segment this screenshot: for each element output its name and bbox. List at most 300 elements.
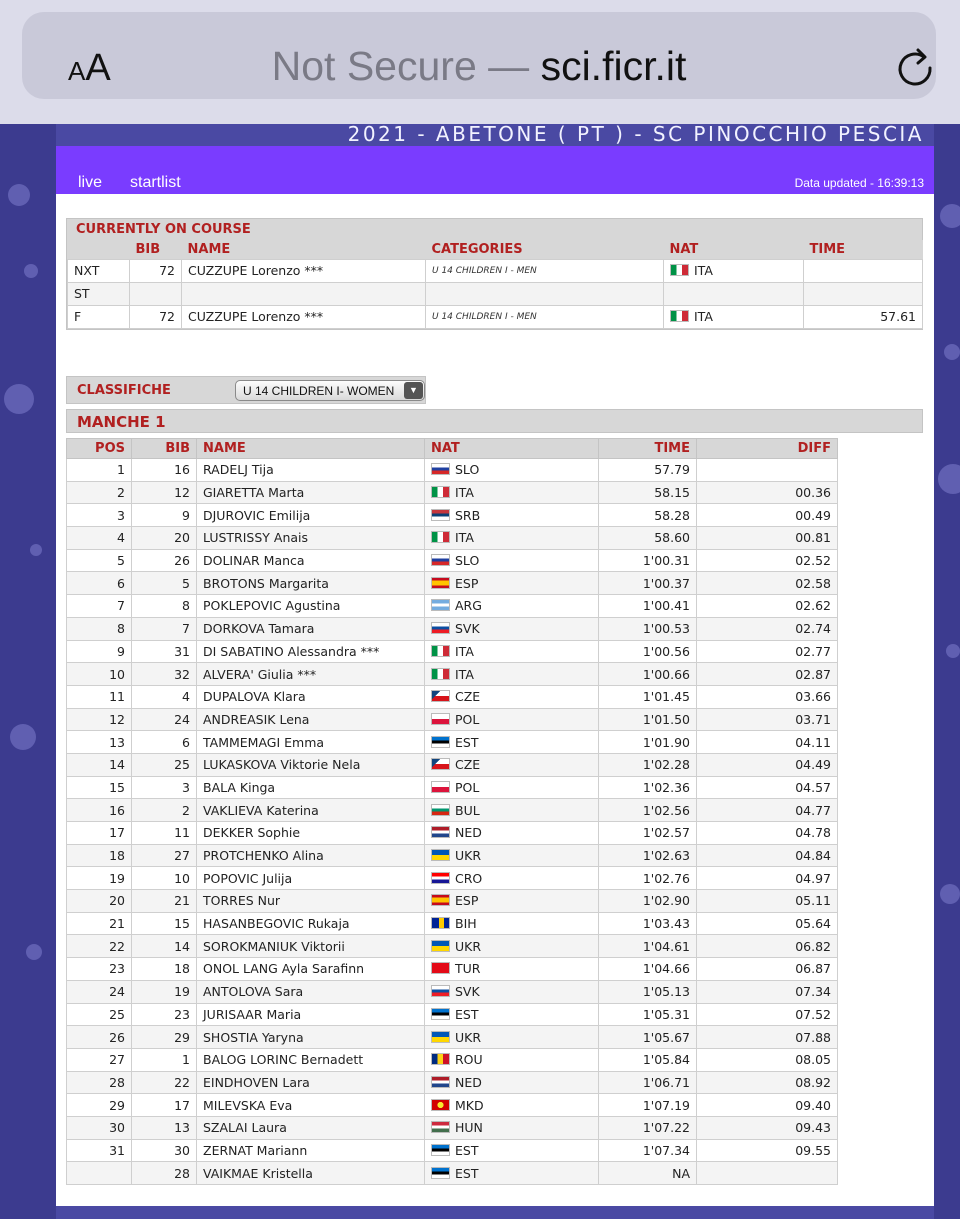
table-row — [67, 980, 838, 1003]
bib-cell: 22 — [132, 1071, 197, 1094]
time-cell: 1'02.56 — [599, 799, 697, 822]
diff-cell: 05.64 — [697, 912, 838, 935]
col-bib: BIB — [132, 439, 197, 459]
flag-cro-icon — [431, 872, 450, 884]
table-row — [67, 1026, 838, 1049]
course-name: CUZZUPE Lorenzo *** — [182, 305, 426, 328]
course-name: CUZZUPE Lorenzo *** — [182, 259, 426, 282]
name-cell: PROTCHENKO Alina — [197, 844, 425, 867]
results-body — [67, 459, 838, 1185]
bib-cell: 30 — [132, 1139, 197, 1162]
bib-cell: 25 — [132, 753, 197, 776]
course-row-finish — [68, 305, 923, 328]
nav-bar — [56, 146, 934, 194]
flag-pol-icon — [431, 713, 450, 725]
pos-cell: 3 — [67, 504, 132, 527]
course-nat: ITA — [664, 259, 804, 282]
name-cell: RADELJ Tija — [197, 459, 425, 482]
name-cell: DI SABATINO Alessandra *** — [197, 640, 425, 663]
table-row — [67, 890, 838, 913]
main-content — [56, 194, 934, 1206]
time-cell: 58.15 — [599, 481, 697, 504]
diff-cell: 04.77 — [697, 799, 838, 822]
flag-ned-icon — [431, 826, 450, 838]
diff-cell: 04.78 — [697, 822, 838, 845]
name-cell: ONOL LANG Ayla Sarafinn — [197, 958, 425, 981]
time-cell: 1'05.31 — [599, 1003, 697, 1026]
flag-pol-icon — [431, 781, 450, 793]
classifiche-panel — [66, 376, 426, 404]
name-cell: EINDHOVEN Lara — [197, 1071, 425, 1094]
name-cell: ZERNAT Mariann — [197, 1139, 425, 1162]
diff-cell: 08.05 — [697, 1048, 838, 1071]
nat-cell: SRB — [425, 504, 599, 527]
nat-cell: ESP — [425, 890, 599, 913]
col-nat: NAT — [664, 240, 804, 259]
nat-cell: CRO — [425, 867, 599, 890]
nat-cell: CZE — [425, 685, 599, 708]
table-row — [67, 731, 838, 754]
course-category: U 14 CHILDREN I - MEN — [426, 259, 664, 282]
flag-est-icon — [431, 1167, 450, 1179]
pos-cell: 21 — [67, 912, 132, 935]
table-row — [67, 663, 838, 686]
nat-cell: ARG — [425, 595, 599, 618]
time-cell: 1'00.66 — [599, 663, 697, 686]
time-cell: 58.60 — [599, 527, 697, 550]
flag-hun-icon — [431, 1121, 450, 1133]
pos-cell: 26 — [67, 1026, 132, 1049]
pos-cell: 17 — [67, 822, 132, 845]
reader-settings-button[interactable]: AA — [68, 47, 111, 89]
flag-svk-icon — [431, 622, 450, 634]
course-status: ST — [68, 282, 130, 305]
time-cell: 1'07.22 — [599, 1116, 697, 1139]
pos-cell: 13 — [67, 731, 132, 754]
nat-cell: EST — [425, 1003, 599, 1026]
time-cell: 1'01.50 — [599, 708, 697, 731]
time-cell: 1'00.56 — [599, 640, 697, 663]
bib-cell: 17 — [132, 1094, 197, 1117]
nat-cell: UKR — [425, 935, 599, 958]
flag-mkd-icon — [431, 1099, 450, 1111]
diff-cell — [697, 1162, 838, 1185]
table-row — [67, 935, 838, 958]
name-cell: ALVERA' Giulia *** — [197, 663, 425, 686]
time-cell: 57.79 — [599, 459, 697, 482]
time-cell: 1'01.45 — [599, 685, 697, 708]
data-updated-label: Data updated - 16:39:13 — [794, 176, 924, 190]
flag-est-icon — [431, 1008, 450, 1020]
pos-cell: 31 — [67, 1139, 132, 1162]
nat-cell: TUR — [425, 958, 599, 981]
event-title: 2021 - ABETONE ( PT ) - SC PINOCCHIO PESCIA — [347, 122, 924, 146]
diff-cell: 02.62 — [697, 595, 838, 618]
course-name — [182, 282, 426, 305]
url-field[interactable] — [22, 12, 936, 99]
pos-cell: 11 — [67, 685, 132, 708]
course-bib: 72 — [130, 259, 182, 282]
flag-cze-icon — [431, 758, 450, 770]
flag-esp-icon — [431, 894, 450, 906]
manche-title: MANCHE 1 — [66, 409, 923, 433]
diff-cell: 02.58 — [697, 572, 838, 595]
flag-ita-icon — [431, 486, 450, 498]
pos-cell: 20 — [67, 890, 132, 913]
flag-est-icon — [431, 1144, 450, 1156]
col-bib: BIB — [130, 240, 182, 259]
diff-cell: 02.52 — [697, 549, 838, 572]
col-categories: CATEGORIES — [426, 240, 664, 259]
bib-cell: 28 — [132, 1162, 197, 1185]
nat-cell: EST — [425, 1162, 599, 1185]
pos-cell: 18 — [67, 844, 132, 867]
pos-cell: 7 — [67, 595, 132, 618]
name-cell: BALA Kinga — [197, 776, 425, 799]
bib-cell: 11 — [132, 822, 197, 845]
diff-cell: 08.92 — [697, 1071, 838, 1094]
diff-cell: 07.88 — [697, 1026, 838, 1049]
bib-cell: 2 — [132, 799, 197, 822]
table-row — [67, 912, 838, 935]
nat-cell: SLO — [425, 549, 599, 572]
time-cell: 1'00.53 — [599, 617, 697, 640]
table-row — [67, 753, 838, 776]
table-row — [67, 572, 838, 595]
bib-cell: 6 — [132, 731, 197, 754]
course-time — [804, 259, 923, 282]
col-pos: POS — [67, 439, 132, 459]
nat-cell: ROU — [425, 1048, 599, 1071]
nat-cell: MKD — [425, 1094, 599, 1117]
course-category — [426, 282, 664, 305]
nat-cell: ITA — [425, 663, 599, 686]
col-time: TIME — [599, 439, 697, 459]
bib-cell: 10 — [132, 867, 197, 890]
course-header-row — [68, 240, 923, 259]
bib-cell: 16 — [132, 459, 197, 482]
time-cell: 1'02.63 — [599, 844, 697, 867]
time-cell: 1'02.57 — [599, 822, 697, 845]
pos-cell: 9 — [67, 640, 132, 663]
col-name: NAME — [182, 240, 426, 259]
category-select[interactable] — [235, 380, 425, 401]
course-status: NXT — [68, 259, 130, 282]
name-cell: BROTONS Margarita — [197, 572, 425, 595]
nat-cell: EST — [425, 1139, 599, 1162]
category-select-value: U 14 CHILDREN I- WOMEN — [243, 384, 395, 398]
name-cell: TAMMEMAGI Emma — [197, 731, 425, 754]
bib-cell: 21 — [132, 890, 197, 913]
nav-startlist-link[interactable]: startlist — [130, 174, 181, 191]
bib-cell: 27 — [132, 844, 197, 867]
nat-cell: UKR — [425, 1026, 599, 1049]
name-cell: DORKOVA Tamara — [197, 617, 425, 640]
diff-cell: 07.34 — [697, 980, 838, 1003]
name-cell: SHOSTIA Yaryna — [197, 1026, 425, 1049]
time-cell: 1'02.28 — [599, 753, 697, 776]
name-cell: BALOG LORINC Bernadett — [197, 1048, 425, 1071]
results-table — [66, 438, 838, 1185]
pos-cell: 1 — [67, 459, 132, 482]
course-nat: ITA — [664, 305, 804, 328]
time-cell: 1'00.41 — [599, 595, 697, 618]
nat-cell: SVK — [425, 980, 599, 1003]
nat-cell: POL — [425, 708, 599, 731]
nav-live-link[interactable]: live — [78, 174, 103, 191]
bib-cell: 3 — [132, 776, 197, 799]
table-row — [67, 799, 838, 822]
diff-cell: 00.81 — [697, 527, 838, 550]
flag-slo-icon — [431, 554, 450, 566]
course-time — [804, 282, 923, 305]
time-cell: 1'02.90 — [599, 890, 697, 913]
table-row — [67, 1048, 838, 1071]
flag-ita-icon — [670, 310, 689, 322]
time-cell: 1'07.19 — [599, 1094, 697, 1117]
diff-cell: 02.74 — [697, 617, 838, 640]
nat-cell: SVK — [425, 617, 599, 640]
pos-cell: 12 — [67, 708, 132, 731]
flag-ukr-icon — [431, 940, 450, 952]
pos-cell: 28 — [67, 1071, 132, 1094]
chevron-down-icon: ▼ — [404, 382, 423, 399]
time-cell: 58.28 — [599, 504, 697, 527]
pos-cell — [67, 1162, 132, 1185]
bib-cell: 15 — [132, 912, 197, 935]
name-cell: VAKLIEVA Katerina — [197, 799, 425, 822]
name-cell: VAIKMAE Kristella — [197, 1162, 425, 1185]
time-cell: 1'05.84 — [599, 1048, 697, 1071]
flag-srb-icon — [431, 509, 450, 521]
col-time: TIME — [804, 240, 923, 259]
course-nat — [664, 282, 804, 305]
pos-cell: 6 — [67, 572, 132, 595]
time-cell: 1'03.43 — [599, 912, 697, 935]
diff-cell: 03.66 — [697, 685, 838, 708]
course-category: U 14 CHILDREN I - MEN — [426, 305, 664, 328]
diff-cell: 06.87 — [697, 958, 838, 981]
flag-ita-icon — [431, 645, 450, 657]
flag-cze-icon — [431, 690, 450, 702]
pos-cell: 25 — [67, 1003, 132, 1026]
name-cell: DUPALOVA Klara — [197, 685, 425, 708]
name-cell: TORRES Nur — [197, 890, 425, 913]
bib-cell: 18 — [132, 958, 197, 981]
flag-ita-icon — [431, 531, 450, 543]
pos-cell: 19 — [67, 867, 132, 890]
diff-cell: 09.40 — [697, 1094, 838, 1117]
flag-ukr-icon — [431, 849, 450, 861]
name-cell: LUSTRISSY Anais — [197, 527, 425, 550]
time-cell: 1'06.71 — [599, 1071, 697, 1094]
flag-ita-icon — [431, 668, 450, 680]
name-cell: HASANBEGOVIC Rukaja — [197, 912, 425, 935]
nat-cell: NED — [425, 822, 599, 845]
table-row — [67, 481, 838, 504]
time-cell: 1'05.13 — [599, 980, 697, 1003]
bib-cell: 8 — [132, 595, 197, 618]
time-cell: NA — [599, 1162, 697, 1185]
flag-slo-icon — [431, 463, 450, 475]
pos-cell: 10 — [67, 663, 132, 686]
diff-cell: 00.49 — [697, 504, 838, 527]
bib-cell: 26 — [132, 549, 197, 572]
table-row — [67, 504, 838, 527]
pos-cell: 5 — [67, 549, 132, 572]
table-row — [67, 844, 838, 867]
bib-cell: 31 — [132, 640, 197, 663]
flag-ita-icon — [670, 264, 689, 276]
nat-cell: EST — [425, 731, 599, 754]
diff-cell: 04.97 — [697, 867, 838, 890]
table-row — [67, 527, 838, 550]
flag-est-icon — [431, 736, 450, 748]
bib-cell: 13 — [132, 1116, 197, 1139]
table-row — [67, 1139, 838, 1162]
bib-cell: 1 — [132, 1048, 197, 1071]
table-row — [67, 549, 838, 572]
flag-arg-icon — [431, 599, 450, 611]
bib-cell: 9 — [132, 504, 197, 527]
diff-cell: 00.36 — [697, 481, 838, 504]
name-cell: LUKASKOVA Viktorie Nela — [197, 753, 425, 776]
domain-label: sci.ficr.it — [540, 43, 687, 89]
bib-cell: 14 — [132, 935, 197, 958]
bib-cell: 29 — [132, 1026, 197, 1049]
name-cell: DOLINAR Manca — [197, 549, 425, 572]
table-row — [67, 617, 838, 640]
nat-cell: ESP — [425, 572, 599, 595]
table-row — [67, 1003, 838, 1026]
time-cell: 1'04.66 — [599, 958, 697, 981]
flag-esp-icon — [431, 577, 450, 589]
nat-cell: ITA — [425, 527, 599, 550]
diff-cell: 04.57 — [697, 776, 838, 799]
name-cell: ANDREASIK Lena — [197, 708, 425, 731]
flag-rou-icon — [431, 1053, 450, 1065]
pos-cell: 16 — [67, 799, 132, 822]
nat-cell: BIH — [425, 912, 599, 935]
table-row — [67, 640, 838, 663]
course-bib: 72 — [130, 305, 182, 328]
diff-cell: 04.84 — [697, 844, 838, 867]
time-cell: 1'01.90 — [599, 731, 697, 754]
table-row — [67, 708, 838, 731]
bib-cell: 7 — [132, 617, 197, 640]
pos-cell: 29 — [67, 1094, 132, 1117]
name-cell: DJUROVIC Emilija — [197, 504, 425, 527]
currently-on-course-panel — [66, 218, 923, 330]
flag-ned-icon — [431, 1076, 450, 1088]
flag-ukr-icon — [431, 1031, 450, 1043]
bib-cell: 12 — [132, 481, 197, 504]
nat-cell: CZE — [425, 753, 599, 776]
url-display[interactable] — [22, 42, 936, 90]
flag-svk-icon — [431, 985, 450, 997]
name-cell: DEKKER Sophie — [197, 822, 425, 845]
pos-cell: 23 — [67, 958, 132, 981]
diff-cell: 04.49 — [697, 753, 838, 776]
table-row — [67, 822, 838, 845]
pos-cell: 27 — [67, 1048, 132, 1071]
event-header — [56, 124, 934, 146]
pos-cell: 30 — [67, 1116, 132, 1139]
bib-cell: 32 — [132, 663, 197, 686]
footer-strip — [56, 1206, 934, 1219]
nat-cell: POL — [425, 776, 599, 799]
course-time: 57.61 — [804, 305, 923, 328]
name-cell: JURISAAR Maria — [197, 1003, 425, 1026]
time-cell: 1'00.31 — [599, 549, 697, 572]
nat-cell: ITA — [425, 481, 599, 504]
time-cell: 1'07.34 — [599, 1139, 697, 1162]
pos-cell: 15 — [67, 776, 132, 799]
bib-cell: 24 — [132, 708, 197, 731]
name-cell: POPOVIC Julija — [197, 867, 425, 890]
pos-cell: 22 — [67, 935, 132, 958]
bib-cell: 19 — [132, 980, 197, 1003]
table-row — [67, 595, 838, 618]
col-nat: NAT — [425, 439, 599, 459]
col-name: NAME — [197, 439, 425, 459]
table-row — [67, 958, 838, 981]
url-separator: — — [488, 43, 530, 89]
time-cell: 1'02.36 — [599, 776, 697, 799]
nat-cell: UKR — [425, 844, 599, 867]
reload-icon[interactable] — [894, 46, 938, 90]
security-label: Not Secure — [271, 43, 477, 89]
pos-cell: 8 — [67, 617, 132, 640]
course-row-next — [68, 259, 923, 282]
nat-cell: BUL — [425, 799, 599, 822]
col-diff: DIFF — [697, 439, 838, 459]
diff-cell: 02.77 — [697, 640, 838, 663]
table-row — [67, 459, 838, 482]
diff-cell: 06.82 — [697, 935, 838, 958]
diff-cell: 09.55 — [697, 1139, 838, 1162]
table-row — [67, 685, 838, 708]
flag-bih-icon — [431, 917, 450, 929]
course-title: CURRENTLY ON COURSE — [76, 222, 251, 237]
diff-cell: 05.11 — [697, 890, 838, 913]
name-cell: GIARETTA Marta — [197, 481, 425, 504]
diff-cell: 09.43 — [697, 1116, 838, 1139]
course-bib — [130, 282, 182, 305]
nat-cell: NED — [425, 1071, 599, 1094]
time-cell: 1'05.67 — [599, 1026, 697, 1049]
nat-cell: HUN — [425, 1116, 599, 1139]
course-row-start — [68, 282, 923, 305]
table-row — [67, 1094, 838, 1117]
bib-cell: 20 — [132, 527, 197, 550]
name-cell: POKLEPOVIC Agustina — [197, 595, 425, 618]
course-table — [67, 240, 923, 329]
diff-cell: 03.71 — [697, 708, 838, 731]
time-cell: 1'02.76 — [599, 867, 697, 890]
pos-cell: 24 — [67, 980, 132, 1003]
flag-bul-icon — [431, 804, 450, 816]
table-row — [67, 867, 838, 890]
results-header-row — [67, 439, 838, 459]
classifiche-label: CLASSIFICHE — [77, 383, 171, 398]
table-row — [67, 1162, 838, 1185]
name-cell: MILEVSKA Eva — [197, 1094, 425, 1117]
bib-cell: 23 — [132, 1003, 197, 1026]
name-cell: SOROKMANIUK Viktorii — [197, 935, 425, 958]
pos-cell: 2 — [67, 481, 132, 504]
browser-address-bar — [0, 0, 960, 124]
